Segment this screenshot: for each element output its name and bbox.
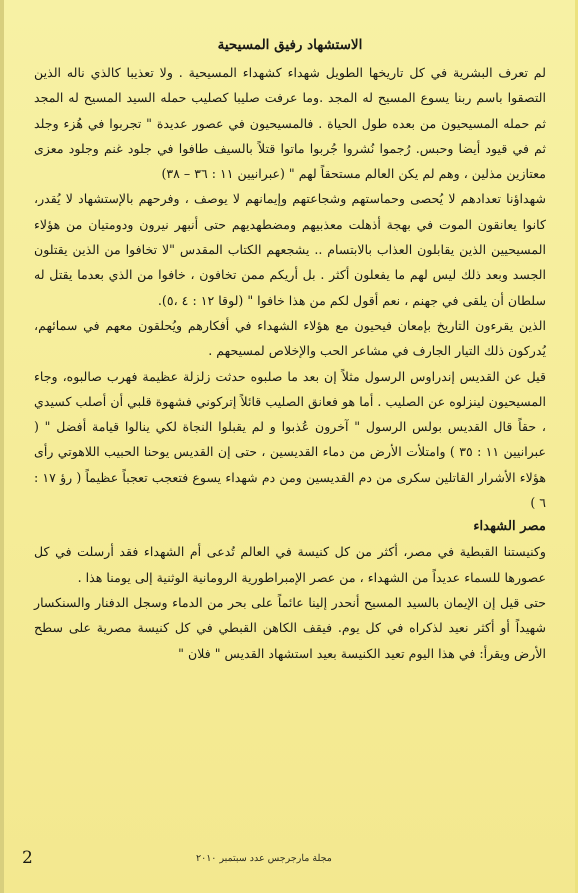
- paragraph-intro: لم تعرف البشرية في كل تاريخها الطويل شهداء كشهداء المسيحية . ولا تعذيبا كالذي ناله الذين التصقوا باسم ربنا يسوع المسيح له المجد .وما عرفت صليبا كصليب حمله السيد المسيح له المجد ثم حمله المسيحيون من بعده طول الحياة . فالمسيحيون في عصور عديدة " تجربوا في هُزء وجلد ثم في قيود أيضا وحبس. رُجموا نُشروا جُربوا ماتوا قتلاً بالسيف طافوا في جلود غنم وجلود معزى معتازين مذلين ، وهم لم يكن العالم مستحقاً لهم " (عبرانيين ١١ : ٣٦ – ٣٨): [34, 65, 546, 182]
- page-edge-left: [0, 0, 4, 893]
- page-number: 2: [22, 848, 33, 868]
- paragraph-saint-andrew: قيل عن القديس إندراوس الرسول مثلاً إن بعد ما صلبوه حدثت زلزلة عظيمة فهرب صالبوه، وجاء المسيحيون لينزلوه عن الصليب . أما هو فعانق الصليب قائلاً إتركوني فشهوة قلبي أن أصلب كسيدي ، حقاً قال القديس بولس الرسول " آخرون عُذبوا و لم يقبلوا النجاة لكي ينالوا قيامة أفضل " ( عبرانيين ١١ : ٣٥ ) وامتلأت الأرض من دماء القديسين ، حتى إن القديس يوحنا الحبيب اللاهوتي رأى هؤلاء الأشرار القاتلين سكرى من دم القديسين ومن دم شهداء يسوع فتعجب تعجباً عظيماً ( رؤ ١٧ : ٦ ): [34, 368, 547, 511]
- paragraph-history-readers: الذين يقرءون التاريخ بإمعان فيحيون مع هؤلاء الشهداء في أفكارهم ويُحلقون معهم في سمائهم، يُدركون ذلك التيار الجارف في مشاعر الحب والإخلاص لمسيحهم .: [34, 317, 546, 359]
- paragraph-coptic-church: وكنيستنا القبطية في مصر، أكثر من كل كنيسة في العالم تُدعى أم الشهداء فقد أرسلت في كل عصورها للسماء عديداً من الشهداء ، من عصر الإمبراطورية الرومانية الوثنية إلى يومنا هذا .: [34, 544, 546, 585]
- article-title: الاستشهاد رفيق المسيحية: [217, 37, 363, 53]
- paragraph-synaxarium: حتى قيل إن الإيمان بالسيد المسيح أنحدر إلينا عائماً على بحر من الدماء وسجل الدفنار والسنكسار شهيداً أو أكثر نعيد لذكراه في كل يوم. فيقف الكاهن القبطي في كل كنيسة مصرية على سطح الأرض ويقرأ: في هذا اليوم تعيد الكنيسة بعيد استشهاد القديس " فلان ": [34, 594, 546, 661]
- article-body: [34, 34, 546, 666]
- paragraph-martyrs-joy: شهداؤنا تعدادهم لا يُحصى وحماستهم وشجاعتهم وإيمانهم لا يوصف ، وفرحهم بالإستشهاد لا يُقدر، كانوا يعانقون الموت في بهجة أذهلت معذبيهم ومضطهديهم حتى أنبهر نيرون ودومتيان من هؤلاء المسيحيين الذين يقابلون العذاب بالابتسام .. يشجعهم الكتاب المقدس "لا تخافوا من الذين يقتلون الجسد وبعد ذلك ليس لهم ما يفعلون أكثر . بل أريكم ممن تخافون ، خافوا من الذي بعدما يقتل له سلطان أن يلقى في جهنم ، نعم أقول لكم من هذا خافوا " (لوقا ١٢ : ٤ ،٥).: [34, 191, 546, 308]
- section-heading-egypt: مصر الشهداء: [473, 519, 546, 535]
- magazine-footer: مجلة مارجرجس عدد سبتمبر ٢٠١٠: [196, 853, 332, 864]
